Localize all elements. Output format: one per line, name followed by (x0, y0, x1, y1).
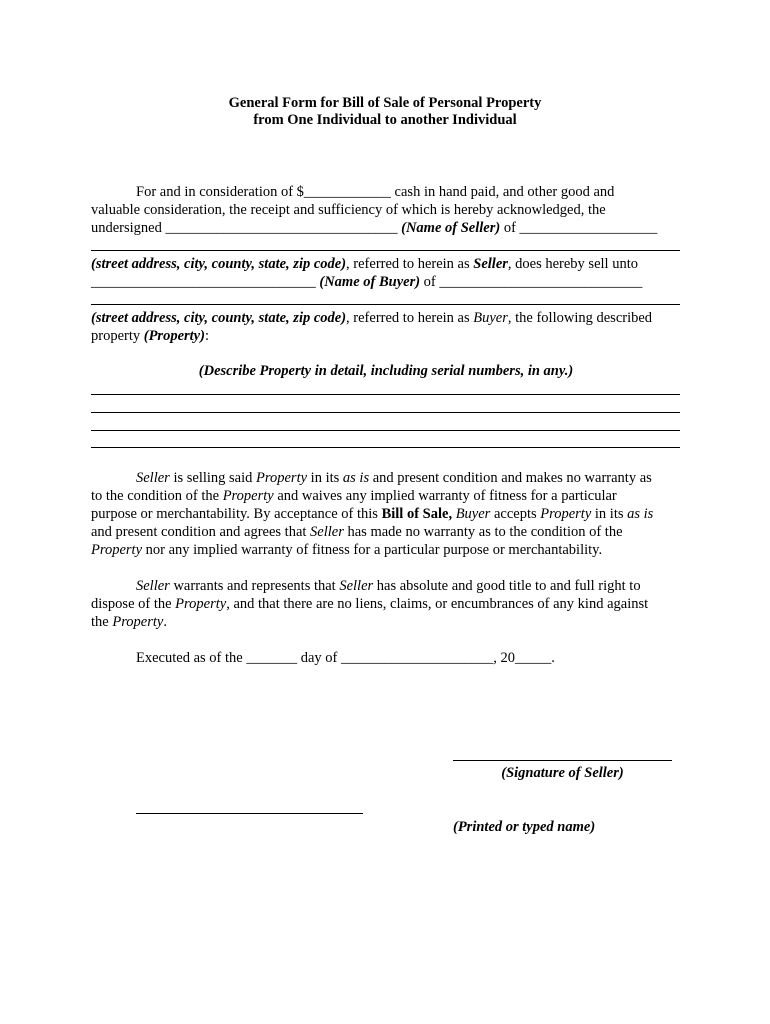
warranty-text-1: is selling said (169, 470, 257, 486)
warranty-text-12: nor any implied warranty of fitness for a particular purpose or merchantability. (142, 542, 603, 558)
document-title (0, 95, 770, 129)
consideration-paragraph (91, 183, 681, 237)
title-seller-1: Seller (136, 578, 170, 594)
warranty-text-11: has made no warranty as to the condition of the (343, 524, 623, 540)
printed-name-line (136, 813, 363, 814)
warranty-paragraph (91, 469, 681, 559)
title-line-1: General Form for Bill of Sale of Personal Property (228, 95, 542, 111)
property-line-2 (91, 412, 680, 413)
warranty-property-3: Property (540, 506, 592, 522)
executed-line (91, 649, 681, 667)
seller-address-post: , does hereby sell unto (507, 256, 638, 272)
warranty-text-9: in its (591, 506, 628, 522)
buyer-address-mid: , referred to herein as (346, 310, 474, 326)
buyer-address-label: (street address, city, county, state, zip code) (91, 310, 347, 326)
warranty-buyer: Buyer (455, 506, 491, 522)
title-text-6: . (163, 614, 167, 630)
title-line-2: from One Individual to another Individual (253, 112, 517, 128)
warranty-property-2: Property (222, 488, 274, 504)
seller-term: Seller (473, 256, 508, 272)
property-label: (Property) (143, 328, 205, 344)
buyer-name-blank: _______________________________ (91, 274, 320, 290)
warranty-text-6: purpose or merchantability. By acceptance of this (91, 506, 382, 522)
warranty-text-5: and waives any implied warranty of fitness for a particular (273, 488, 617, 504)
buyer-address-paragraph (91, 309, 681, 345)
warranty-property-1: Property (256, 470, 308, 486)
warranty-asis-2: as is (627, 506, 654, 522)
title-seller-2: Seller (339, 578, 374, 594)
seller-address-label: (street address, city, county, state, zip code) (91, 256, 347, 272)
buyer-address-post: , the following described (507, 310, 653, 326)
title-property-2: Property (112, 614, 164, 630)
seller-signature-line (453, 760, 672, 761)
buyer-of-text: of ____________________________ (420, 274, 643, 290)
seller-of-text: of ___________________ (500, 220, 658, 236)
property-line-4 (91, 447, 680, 448)
title-text-3: dispose of the (91, 596, 176, 612)
executed-text: Executed as of the _______ day of _____________________, 20_____. (136, 650, 555, 666)
title-text-4: , and that there are no liens, claims, or encumbrances of any kind against (226, 596, 649, 612)
seller-address-paragraph (91, 255, 681, 291)
title-warranty-paragraph (91, 577, 681, 631)
property-colon: : (204, 328, 209, 344)
warranty-text-10: and present condition and agrees that (91, 524, 311, 540)
consideration-line-1: For and in consideration of $____________ cash in hand paid, and other good and (136, 184, 615, 200)
warranty-asis-1: as is (342, 470, 370, 486)
printed-name-label: (Printed or typed name) (453, 819, 596, 835)
warranty-seller-2: Seller (310, 524, 344, 540)
seller-address-line (91, 250, 680, 251)
undersigned-text: undersigned ________________________________ (91, 220, 402, 236)
warranty-text-8: accepts (490, 506, 541, 522)
title-text-2: has absolute and good title to and full right to (373, 578, 641, 594)
name-of-buyer-label: (Name of Buyer) (319, 274, 421, 290)
property-line-3 (91, 430, 680, 431)
signature-of-seller-label: (Signature of Seller) (501, 765, 624, 781)
title-text-5: the (91, 614, 113, 630)
title-property-1: Property (175, 596, 227, 612)
bill-of-sale-term: Bill of Sale, (381, 506, 453, 522)
property-prefix: property (91, 328, 144, 344)
warranty-property-4: Property (91, 542, 143, 558)
property-line-1 (91, 394, 680, 395)
warranty-text-4: to the condition of the (91, 488, 223, 504)
warranty-text-2: in its (307, 470, 343, 486)
seller-address-mid: , referred to herein as (346, 256, 474, 272)
name-of-seller-label: (Name of Seller) (401, 220, 501, 236)
describe-property-note: (Describe Property in detail, including serial numbers, in any.) (198, 363, 574, 379)
buyer-term: Buyer (473, 310, 508, 326)
buyer-address-line (91, 304, 680, 305)
title-text-1: warrants and represents that (169, 578, 340, 594)
warranty-text-3: and present condition and makes no warranty as (369, 470, 652, 486)
warranty-seller-1: Seller (136, 470, 170, 486)
consideration-line-2: valuable consideration, the receipt and sufficiency of which is hereby acknowledged, the (91, 202, 606, 218)
